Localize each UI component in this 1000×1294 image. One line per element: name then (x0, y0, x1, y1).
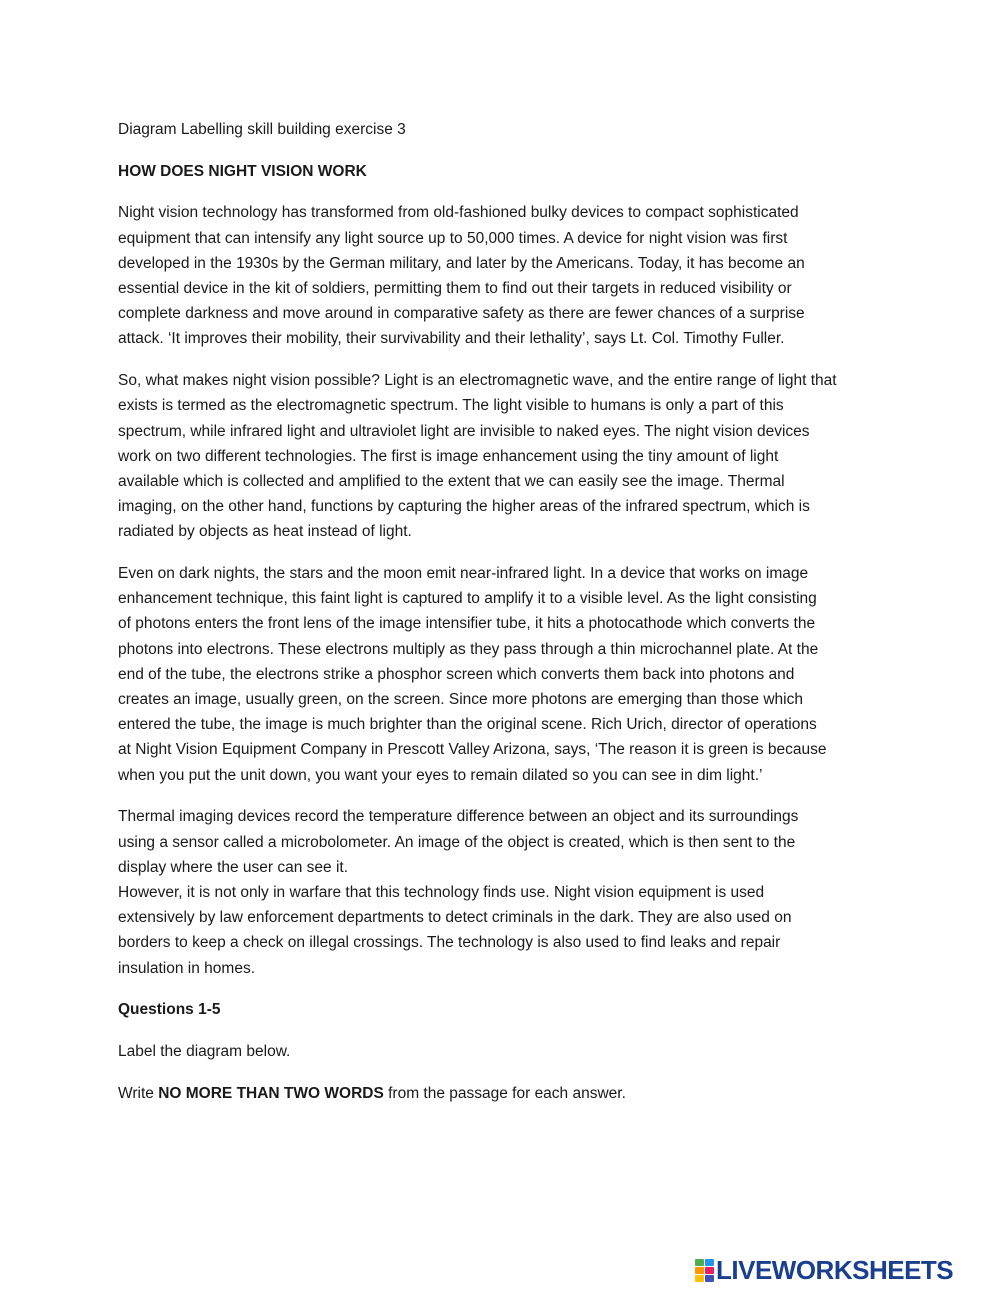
paragraph-line: entered the tube, the image is much brighter than the original scene. Rich Urich, director of operations (118, 716, 817, 734)
paragraph-line: equipment that can intensify any light source up to 50,000 times. A device for night vision was first (118, 229, 788, 247)
instruction-text-pre: Write (118, 1084, 159, 1102)
liveworksheets-logo-icon (694, 1258, 714, 1282)
paragraph-line: borders to keep a check on illegal crossings. The technology is also used to find leaks and repair (118, 934, 781, 952)
paragraph-line: available which is collected and amplified to the extent that we can easily see the image. Thermal (118, 472, 785, 490)
paragraph-line: Even on dark nights, the stars and the moon emit near-infrared light. In a device that works on image (118, 565, 809, 583)
paragraph-line: work on two different technologies. The first is image enhancement using the tiny amount of light (118, 447, 779, 465)
paragraph-5 (118, 880, 888, 981)
paragraph-line: when you put the unit down, you want your eyes to remain dilated so you can see in dim light.’ (118, 766, 763, 784)
paragraph-line: display where the user can see it. (118, 858, 349, 876)
paragraph-3 (118, 561, 888, 788)
paragraph-line: insulation in homes. (118, 959, 255, 977)
paragraph-line: extensively by law enforcement departments to detect criminals in the dark. They are also used on (118, 909, 792, 927)
paragraph-line: Night vision technology has transformed from old-fashioned bulky devices to compact sophisticated (118, 204, 799, 222)
paragraph-1 (118, 200, 888, 351)
paragraph-line: end of the tube, the electrons strike a phosphor screen which converts them back into photons and (118, 665, 795, 683)
logo-block (695, 1267, 704, 1274)
liveworksheets-logo (694, 1256, 953, 1284)
instruction-text-post: from the passage for each answer. (383, 1084, 626, 1102)
paragraph-line: at Night Vision Equipment Company in Prescott Valley Arizona, says, ‘The reason it is green is because (118, 741, 827, 759)
logo-block (705, 1275, 714, 1282)
questions-heading: Questions 1-5 (118, 1001, 221, 1019)
paragraph-line: exists is termed as the electromagnetic spectrum. The light visible to humans is only a part of this (118, 397, 784, 415)
paragraph-line: So, what makes night vision possible? Light is an electromagnetic wave, and the entire range of light that (118, 372, 837, 390)
paragraph-line: enhancement technique, this faint light is captured to amplify it to a visible level. As the light consisting (118, 590, 817, 608)
paragraph-2 (118, 368, 888, 544)
paragraph-line: However, it is not only in warfare that this technology finds use. Night vision equipment is used (118, 883, 765, 901)
exercise-title: Diagram Labelling skill building exercise 3 (118, 121, 406, 138)
paragraph-line: imaging, on the other hand, functions by capturing the higher areas of the infrared spectrum, which is (118, 498, 810, 516)
logo-block (695, 1275, 704, 1282)
paragraph-line: complete darkness and move around in comparative safety as there are fewer chances of a surprise (118, 305, 805, 323)
instruction-label: Label the diagram below. (118, 1043, 291, 1060)
document-page (118, 117, 888, 1122)
paragraph-line: radiated by objects as heat instead of light. (118, 523, 412, 541)
paragraph-line: of photons enters the front lens of the image intensifier tube, it hits a photocathode which converts the (118, 615, 816, 633)
instruction-word-limit (118, 1081, 888, 1106)
paragraph-line: creates an image, usually green, on the screen. Since more photons are emerging than those which (118, 691, 803, 709)
logo-block (705, 1267, 714, 1274)
logo-block (705, 1259, 714, 1266)
liveworksheets-logo-text: LIVEWORKSHEETS (716, 1255, 954, 1285)
paragraph-line: spectrum, while infrared light and ultraviolet light are invisible to naked eyes. The night vision devices (118, 422, 810, 440)
paragraph-4 (118, 804, 888, 880)
logo-block (695, 1259, 704, 1266)
paragraph-line: attack. ‘It improves their mobility, their survivability and their lethality’, says Lt. Col. Timothy Fuller. (118, 330, 785, 348)
passage-heading: HOW DOES NIGHT VISION WORK (118, 162, 367, 180)
paragraph-line: photons into electrons. These electrons multiply as they pass through a thin microchannel plate. At the (118, 640, 819, 658)
instruction-text-bold: NO MORE THAN TWO WORDS (158, 1084, 384, 1102)
paragraph-line: using a sensor called a microbolometer. An image of the object is created, which is then sent to the (118, 833, 796, 851)
paragraph-line: Thermal imaging devices record the temperature difference between an object and its surroundings (118, 808, 799, 826)
paragraph-line: essential device in the kit of soldiers, permitting them to find out their targets in reduced visibility or (118, 280, 792, 298)
paragraph-line: developed in the 1930s by the German military, and later by the Americans. Today, it has become an (118, 254, 805, 272)
